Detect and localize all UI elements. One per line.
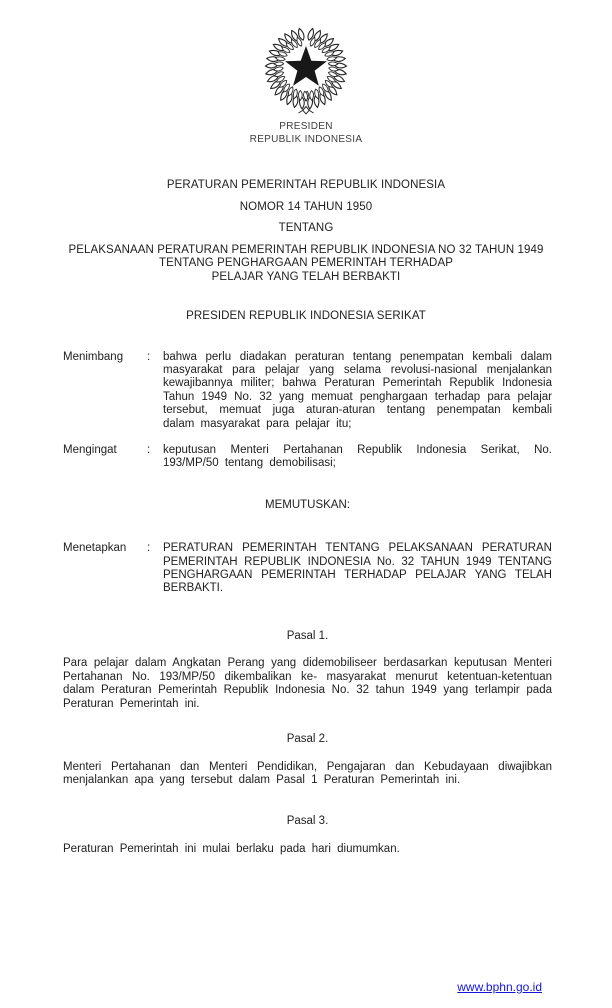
document-body [0,351,612,857]
article-1-heading: Pasal 1. [286,629,329,642]
article-2-body: Menteri Pertahanan dan Menteri Pendidikan, Pengajaran dan Kebudayaan diwajibkan menjalankan apa yang tersebut dalam Pasal 1 Peraturan Pemerintah ini. [63,760,552,786]
preamble [63,351,552,471]
recalling-colon: : [147,443,151,456]
title-subject [0,244,612,285]
enacting-label: Menetapkan [63,542,127,555]
decision-heading: MEMUTUSKAN: [265,498,350,511]
title-tentang: TENTANG [278,222,334,234]
emblem-caption-line2: REPUBLIK INDONESIA [249,133,363,145]
presidential-emblem [0,0,612,146]
issuing-authority: PRESIDEN REPUBLIK INDONESIA SERIKAT [186,310,426,322]
article-2 [63,733,552,787]
article-3 [63,815,552,856]
recalling-text: keputusan Menteri Pertahanan Republik Indonesia Serikat, No. 193/MP/50 tentang demobilisasi; [163,443,552,470]
considering-colon: : [147,350,151,363]
recalling-row [63,444,552,471]
article-3-body: Peraturan Pemerintah ini mulai berlaku pada hari diumumkan. [63,842,400,855]
title-subject-line3: PELAJAR YANG TELAH BERBAKTI [211,270,401,283]
emblem-caption [0,121,612,146]
considering-text: bahwa perlu diadakan peraturan tentang penempatan kembali dalam masyarakat para pelajar yang selama revolusi-nasional menjalankan kewajibannya militer; bahwa Peraturan Pemerintah Republik Indonesia Tahun 1949 No. 32 yang memuat penghargaan terhadap para pelajar tersebut, memuat juga aturan-aturan tentang penempatan kembali dalam masyarakat para pelajar itu; [163,350,552,430]
title-subject-line1: PELAKSANAAN PERATURAN PEMERINTAH REPUBLIK INDONESIA NO 32 TAHUN 1949 [68,243,544,256]
article-3-heading: Pasal 3. [286,815,329,828]
document-title [0,179,612,284]
enacting-colon: : [147,542,151,555]
star-wreath-icon [262,26,350,118]
article-2-heading: Pasal 2. [286,733,329,745]
emblem-caption-line1: PRESIDEN [279,121,333,132]
considering-label: Menimbang [63,350,124,363]
enacting-row [63,542,552,596]
article-1 [63,630,552,711]
enacting-text: PERATURAN PEMERINTAH TENTANG PELAKSANAAN PERATURAN PEMERINTAH REPUBLIK INDONESIA No. 32 TAHUN 1949 TENTANG PENGHARGAAN PEMERINTAH TERHADAP PELAJAR YANG TELAH BERBAKTI. [163,542,552,595]
title-regulation-type: PERATURAN PEMERINTAH REPUBLIK INDONESIA [166,179,446,191]
title-number-year: NOMOR 14 TAHUN 1950 [239,200,373,213]
bphn-website-link[interactable]: www.bphn.go.id [457,980,542,994]
article-1-body: Para pelajar dalam Angkatan Perang yang didemobiliseer berdasarkan keputusan Menteri Pertahanan No. 193/MP/50 dikembalikan ke- masyarakat menurut ketentuan-ketentuan dalam Peraturan Pemerintah Republik Indonesia No. 32 tahun 1949 yang terlampir pada Peraturan Pemerintah ini. [63,657,552,710]
considering-row [63,351,552,431]
title-subject-line2: TENTANG PENGHARGAAN PEMERINTAH TERHADAP [159,257,453,269]
recalling-label: Mengingat [63,443,117,456]
